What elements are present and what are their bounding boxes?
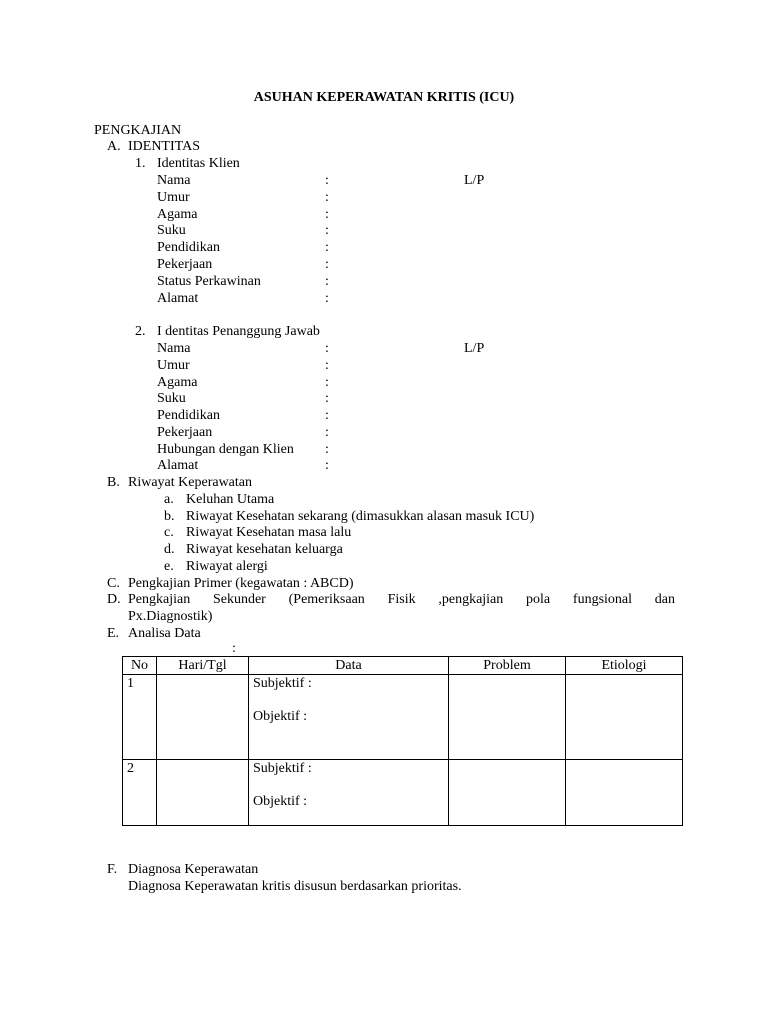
section-c-label: Pengkajian Primer (kegawatan : ABCD)	[128, 576, 354, 591]
etiologi-cell	[566, 760, 683, 826]
sub1-number: 1.	[135, 156, 146, 171]
table-header-row	[123, 657, 683, 675]
client-gender-label: L/P	[464, 173, 485, 188]
list-item-letter: b.	[164, 509, 175, 524]
field-colon: :	[325, 341, 329, 356]
field-colon: :	[325, 207, 329, 222]
field-colon: :	[325, 274, 329, 289]
client-field-label: Alamat	[157, 291, 199, 306]
subjektif-label: Subjektif :	[253, 676, 312, 691]
list-item-letter: c.	[164, 525, 174, 540]
section-e-colon: :	[232, 641, 236, 656]
list-item: Riwayat alergi	[186, 559, 268, 574]
column-header: No	[123, 657, 157, 675]
client-field-label: Pekerjaan	[157, 257, 213, 272]
section-a-letter: A.	[107, 139, 121, 154]
field-colon: :	[325, 358, 329, 373]
section-f-label: Diagnosa Keperawatan	[128, 862, 259, 877]
client-field-label: Status Perkawinan	[157, 274, 261, 289]
guardian-field-label: Pendidikan	[157, 408, 220, 423]
problem-cell	[449, 760, 566, 826]
section-f-text: Diagnosa Keperawatan kritis disusun berdasarkan prioritas.	[128, 879, 462, 894]
list-item-letter: d.	[164, 542, 175, 557]
subjektif-label: Subjektif :	[253, 761, 312, 776]
section-d-letter: D.	[107, 592, 121, 607]
field-colon: :	[325, 375, 329, 390]
guardian-field-label: Alamat	[157, 458, 199, 473]
table-row	[123, 675, 683, 760]
client-field-label: Agama	[157, 207, 198, 222]
column-header: Problem	[449, 657, 566, 675]
section-c-letter: C.	[107, 576, 120, 591]
field-colon: :	[325, 173, 329, 188]
section-b-label: Riwayat Keperawatan	[128, 475, 252, 490]
section-d-text: Pengkajian Sekunder (Pemeriksaan Fisik ,pengkajian pola fungsional dan	[128, 592, 675, 607]
field-colon: :	[325, 190, 329, 205]
sub2-label: I dentitas Penanggung Jawab	[157, 324, 320, 339]
sub2-number: 2.	[135, 324, 146, 339]
field-colon: :	[325, 240, 329, 255]
field-colon: :	[325, 291, 329, 306]
objektif-label: Objektif :	[253, 709, 308, 724]
problem-cell	[449, 675, 566, 760]
guardian-field-label: Hubungan dengan Klien	[157, 442, 294, 457]
list-item: Keluhan Utama	[186, 492, 275, 507]
field-colon: :	[325, 391, 329, 406]
list-item: Riwayat Kesehatan masa lalu	[186, 525, 352, 540]
etiologi-cell	[566, 675, 683, 760]
table-row	[123, 760, 683, 826]
field-colon: :	[325, 223, 329, 238]
field-colon: :	[325, 458, 329, 473]
client-field-label: Pendidikan	[157, 240, 220, 255]
client-field-label: Umur	[157, 190, 190, 205]
guardian-field-label: Umur	[157, 358, 190, 373]
date-cell	[157, 760, 249, 826]
objektif-label: Objektif :	[253, 794, 308, 809]
document-title: ASUHAN KEPERAWATAN KRITIS (ICU)	[253, 90, 515, 105]
field-colon: :	[325, 425, 329, 440]
list-item: Riwayat kesehatan keluarga	[186, 542, 343, 557]
analysis-data-table	[122, 656, 683, 826]
data-cell	[249, 760, 449, 826]
section-b-letter: B.	[107, 475, 120, 490]
column-header: Data	[249, 657, 449, 675]
section-e-label: Analisa Data	[128, 626, 201, 641]
section-a-label: IDENTITAS	[128, 139, 200, 154]
guardian-gender-label: L/P	[464, 341, 485, 356]
list-item: Riwayat Kesehatan sekarang (dimasukkan alasan masuk ICU)	[186, 509, 535, 524]
guardian-field-label: Agama	[157, 375, 198, 390]
section-f-letter: F.	[107, 862, 118, 877]
column-header: Etiologi	[566, 657, 683, 675]
client-field-label: Suku	[157, 223, 186, 238]
sub1-label: Identitas Klien	[157, 156, 240, 171]
pengkajian-heading: PENGKAJIAN	[94, 123, 182, 138]
section-e-letter: E.	[107, 626, 120, 641]
guardian-field-label: Nama	[157, 341, 191, 356]
data-cell	[249, 675, 449, 760]
list-item-letter: a.	[164, 492, 174, 507]
guardian-field-label: Pekerjaan	[157, 425, 213, 440]
client-field-label: Nama	[157, 173, 191, 188]
section-d-text-cont: Px.Diagnostik)	[128, 609, 213, 624]
list-item-letter: e.	[164, 559, 174, 574]
guardian-field-label: Suku	[157, 391, 186, 406]
row-number: 2	[123, 760, 157, 826]
field-colon: :	[325, 408, 329, 423]
column-header: Hari/Tgl	[157, 657, 249, 675]
field-colon: :	[325, 257, 329, 272]
field-colon: :	[325, 442, 329, 457]
date-cell	[157, 675, 249, 760]
row-number: 1	[123, 675, 157, 760]
